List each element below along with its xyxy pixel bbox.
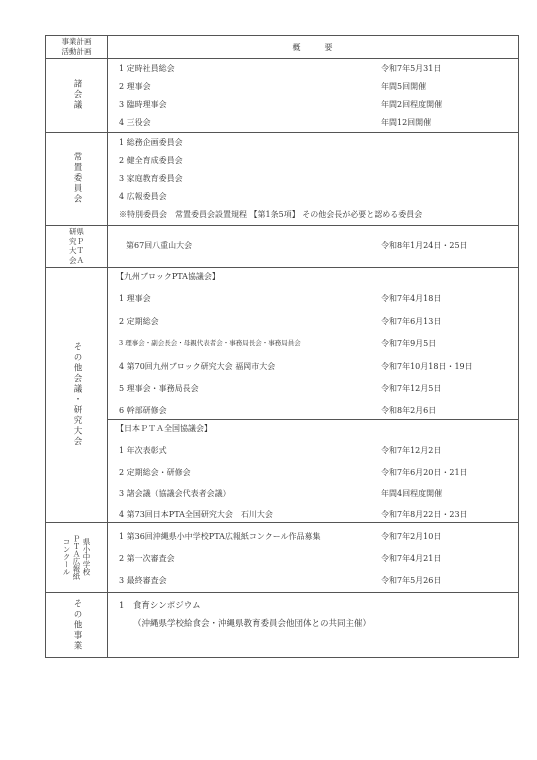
item-date: 令和7年4月18日	[381, 294, 442, 303]
item-date: 令和7年10月18日・19日	[381, 362, 473, 371]
item-name: 4 三役会	[119, 118, 151, 127]
item-name: 2 定期総会	[119, 317, 159, 326]
item-name: 1 年次表彰式	[119, 446, 167, 455]
item-date: 年間5回開催	[381, 82, 427, 91]
row-divider	[46, 522, 518, 523]
item-date: 令和7年6月20日・21日	[381, 468, 468, 477]
item-name: 1 第36回沖縄県小中学校PTA広報紙コンクール作品募集	[119, 532, 321, 541]
section-label-text: その他会議・研究大会	[72, 342, 82, 447]
section-label-col: ＰＴＡ広報紙	[72, 534, 81, 580]
section-label-text: その他事業	[72, 598, 82, 652]
header-left-line-1: 事業計画	[61, 37, 92, 46]
item-name: 3 理事会・副会長会・母親代表者会・事務局長会・事務局員会	[119, 339, 301, 347]
plan-table	[45, 35, 519, 658]
row-divider	[46, 592, 518, 593]
section-label-line: 大Ｔ	[69, 246, 84, 255]
header-left-cell	[46, 36, 107, 58]
item-name: 6 幹部研修会	[119, 406, 167, 415]
item-name: 2 理事会	[119, 82, 151, 91]
item-name: 3 諸会議（協議会代表者会議）	[119, 489, 231, 498]
section-label-text: 常置委員会	[72, 152, 82, 205]
section-label-konkuru	[46, 522, 107, 592]
item-name: 1 定時社員総会	[119, 64, 175, 73]
item-name: 3 臨時理事会	[119, 100, 167, 109]
section-label-col: 県小中学校	[82, 538, 91, 576]
item-date: 令和8年2月6日	[381, 406, 437, 415]
item-date: 令和7年5月26日	[381, 576, 442, 585]
section-label-line: 会Ａ	[69, 255, 84, 265]
item-name: 5 理事会・事務局長会	[119, 384, 199, 393]
nippon-title: 【日本ＰＴＡ全国協議会】	[116, 424, 212, 433]
section-label-kenkyu	[46, 225, 107, 267]
item-date: 令和7年4月21日	[381, 554, 442, 563]
item-name: 2 定期総会・研修会	[119, 468, 191, 477]
header-left-line-2: 活動計画	[61, 47, 92, 56]
item-date: 令和7年12月5日	[381, 384, 442, 393]
row-divider	[46, 58, 518, 59]
committee-item: 1 総務企画委員会	[119, 138, 183, 147]
committee-item: 2 健全育成委員会	[119, 156, 183, 165]
section-label-sonota-jigyo	[46, 592, 107, 658]
item-date: 令和7年2月10日	[381, 532, 442, 541]
item-date: 年間2回程度開催	[381, 100, 443, 109]
convention-date: 令和8年1月24日・25日	[381, 241, 468, 250]
committee-item: 3 家庭教育委員会	[119, 174, 183, 183]
item-name: 4 第73回日本PTA全国研究大会 石川大会	[119, 510, 273, 519]
convention-name: 第67回八重山大会	[126, 241, 193, 250]
section-label-jochi	[46, 132, 107, 225]
column-divider	[107, 36, 108, 657]
section-label-line: 究Ｐ	[69, 236, 84, 246]
kyushu-title: 【九州ブロックPTA協議会】	[116, 272, 220, 281]
event-title: 1 食育シンポジウム	[119, 601, 201, 611]
item-name: 1 理事会	[119, 294, 151, 303]
section-label-col: コンクール	[62, 538, 71, 576]
committee-note: ※特別委員会 常置委員会設置規程 【第1条5項】 その他会長が必要と認める委員会	[119, 210, 423, 219]
item-date: 令和7年9月5日	[381, 339, 437, 348]
item-name: 2 第一次審査会	[119, 554, 175, 563]
item-date: 令和7年6月13日	[381, 317, 442, 326]
row-divider	[46, 267, 518, 268]
item-date: 令和7年8月22日・23日	[381, 510, 468, 519]
section-label-line: 研県	[69, 227, 84, 236]
item-name: 4 第70回九州ブロック研究大会 福岡市大会	[119, 362, 276, 371]
section-label-sonota-kaigi	[46, 267, 107, 522]
section-label-shokaigi	[46, 58, 107, 132]
event-subtitle: （沖縄県学校給食会・沖縄県教育委員会他団体との共同主催）	[133, 619, 372, 629]
item-date: 年間4回程度開催	[381, 489, 443, 498]
row-divider	[46, 225, 518, 226]
section-label-text: 諸会議	[72, 79, 82, 111]
item-name: 3 最終審査会	[119, 576, 167, 585]
item-date: 年間12回開催	[381, 118, 432, 127]
item-date: 令和7年5月31日	[381, 64, 442, 73]
subsection-divider	[107, 419, 518, 420]
row-divider	[46, 132, 518, 133]
header-summary: 概 要	[292, 43, 333, 52]
item-date: 令和7年12月2日	[381, 446, 442, 455]
committee-item: 4 広報委員会	[119, 192, 167, 201]
